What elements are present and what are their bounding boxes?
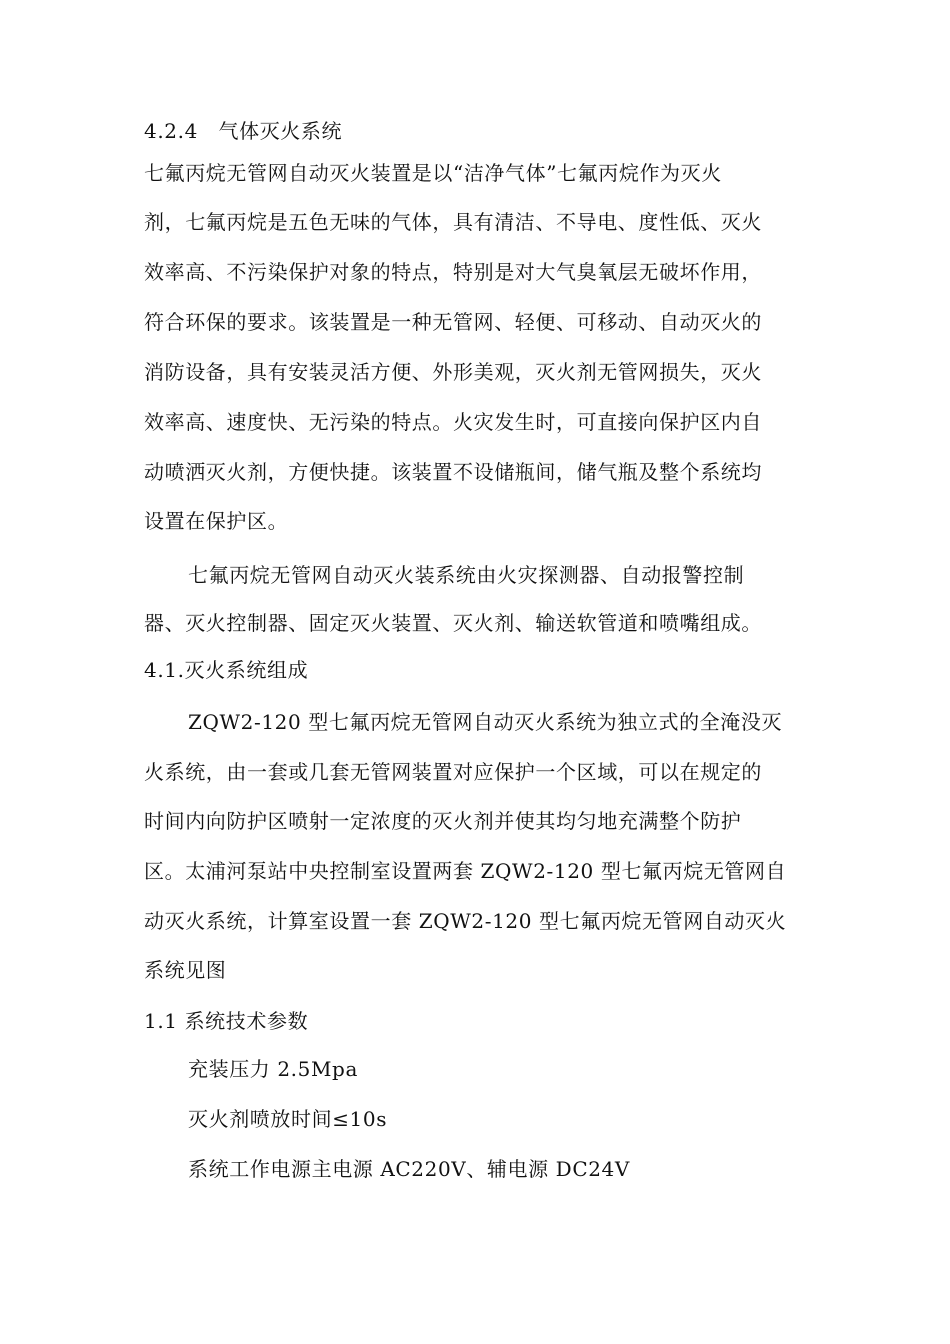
paragraph-line: 系统见图 (144, 958, 227, 982)
section-heading: 4.2.4 气体灭火系统 (144, 119, 343, 143)
paragraph-line: 消防设备，具有安装灵活方便、外形美观，灭火剂无管网损失，灭火 (144, 360, 762, 384)
paragraph-line: 时间内向防护区喷射一定浓度的灭火剂并使其均匀地充满整个防护 (144, 809, 742, 833)
paragraph-line: ZQW2-120 型七氟丙烷无管网自动灭火系统为独立式的全淹没灭 (188, 710, 783, 734)
paragraph-line: 设置在保护区。 (144, 509, 289, 533)
paragraph-line: 动灭火系统，计算室设置一套 ZQW2-120 型七氟丙烷无管网自动灭火 (144, 909, 787, 933)
paragraph-line: 区。太浦河泵站中央控制室设置两套 ZQW2-120 型七氟丙烷无管网自 (144, 859, 787, 883)
paragraph-line: 七氟丙烷无管网自动灭火装系统由火灾探测器、自动报警控制 (188, 563, 745, 587)
paragraph-line: 效率高、速度快、无污染的特点。火灾发生时，可直接向保护区内自 (144, 410, 762, 434)
paragraph-line: 七氟丙烷无管网自动灭火装置是以“洁净气体”七氟丙烷作为灭火 (144, 161, 722, 185)
subheading-tech-params: 1.1 系统技术参数 (144, 1009, 309, 1033)
paragraph-line: 剂，七氟丙烷是五色无味的气体，具有清洁、不导电、度性低、灭火 (144, 210, 762, 234)
paragraph-line: 动喷洒灭火剂，方便快捷。该装置不设储瓶间，储气瓶及整个系统均 (144, 460, 762, 484)
paragraph-line: 效率高、不污染保护对象的特点，特别是对大气臭氧层无破坏作用， (144, 260, 762, 284)
paragraph-line: 火系统，由一套或几套无管网装置对应保护一个区域，可以在规定的 (144, 760, 762, 784)
param-item: 系统工作电源主电源 AC220V、辅电源 DC24V (188, 1157, 630, 1181)
param-item: 灭火剂喷放时间≤10s (188, 1107, 388, 1131)
paragraph-line: 符合环保的要求。该装置是一种无管网、轻便、可移动、自动灭火的 (144, 310, 762, 334)
subheading-system-composition: 4.1.灭火系统组成 (144, 658, 309, 682)
paragraph-line: 器、灭火控制器、固定灭火装置、灭火剂、输送软管道和喷嘴组成。 (144, 611, 762, 635)
param-item: 充装压力 2.5Mpa (188, 1057, 358, 1081)
